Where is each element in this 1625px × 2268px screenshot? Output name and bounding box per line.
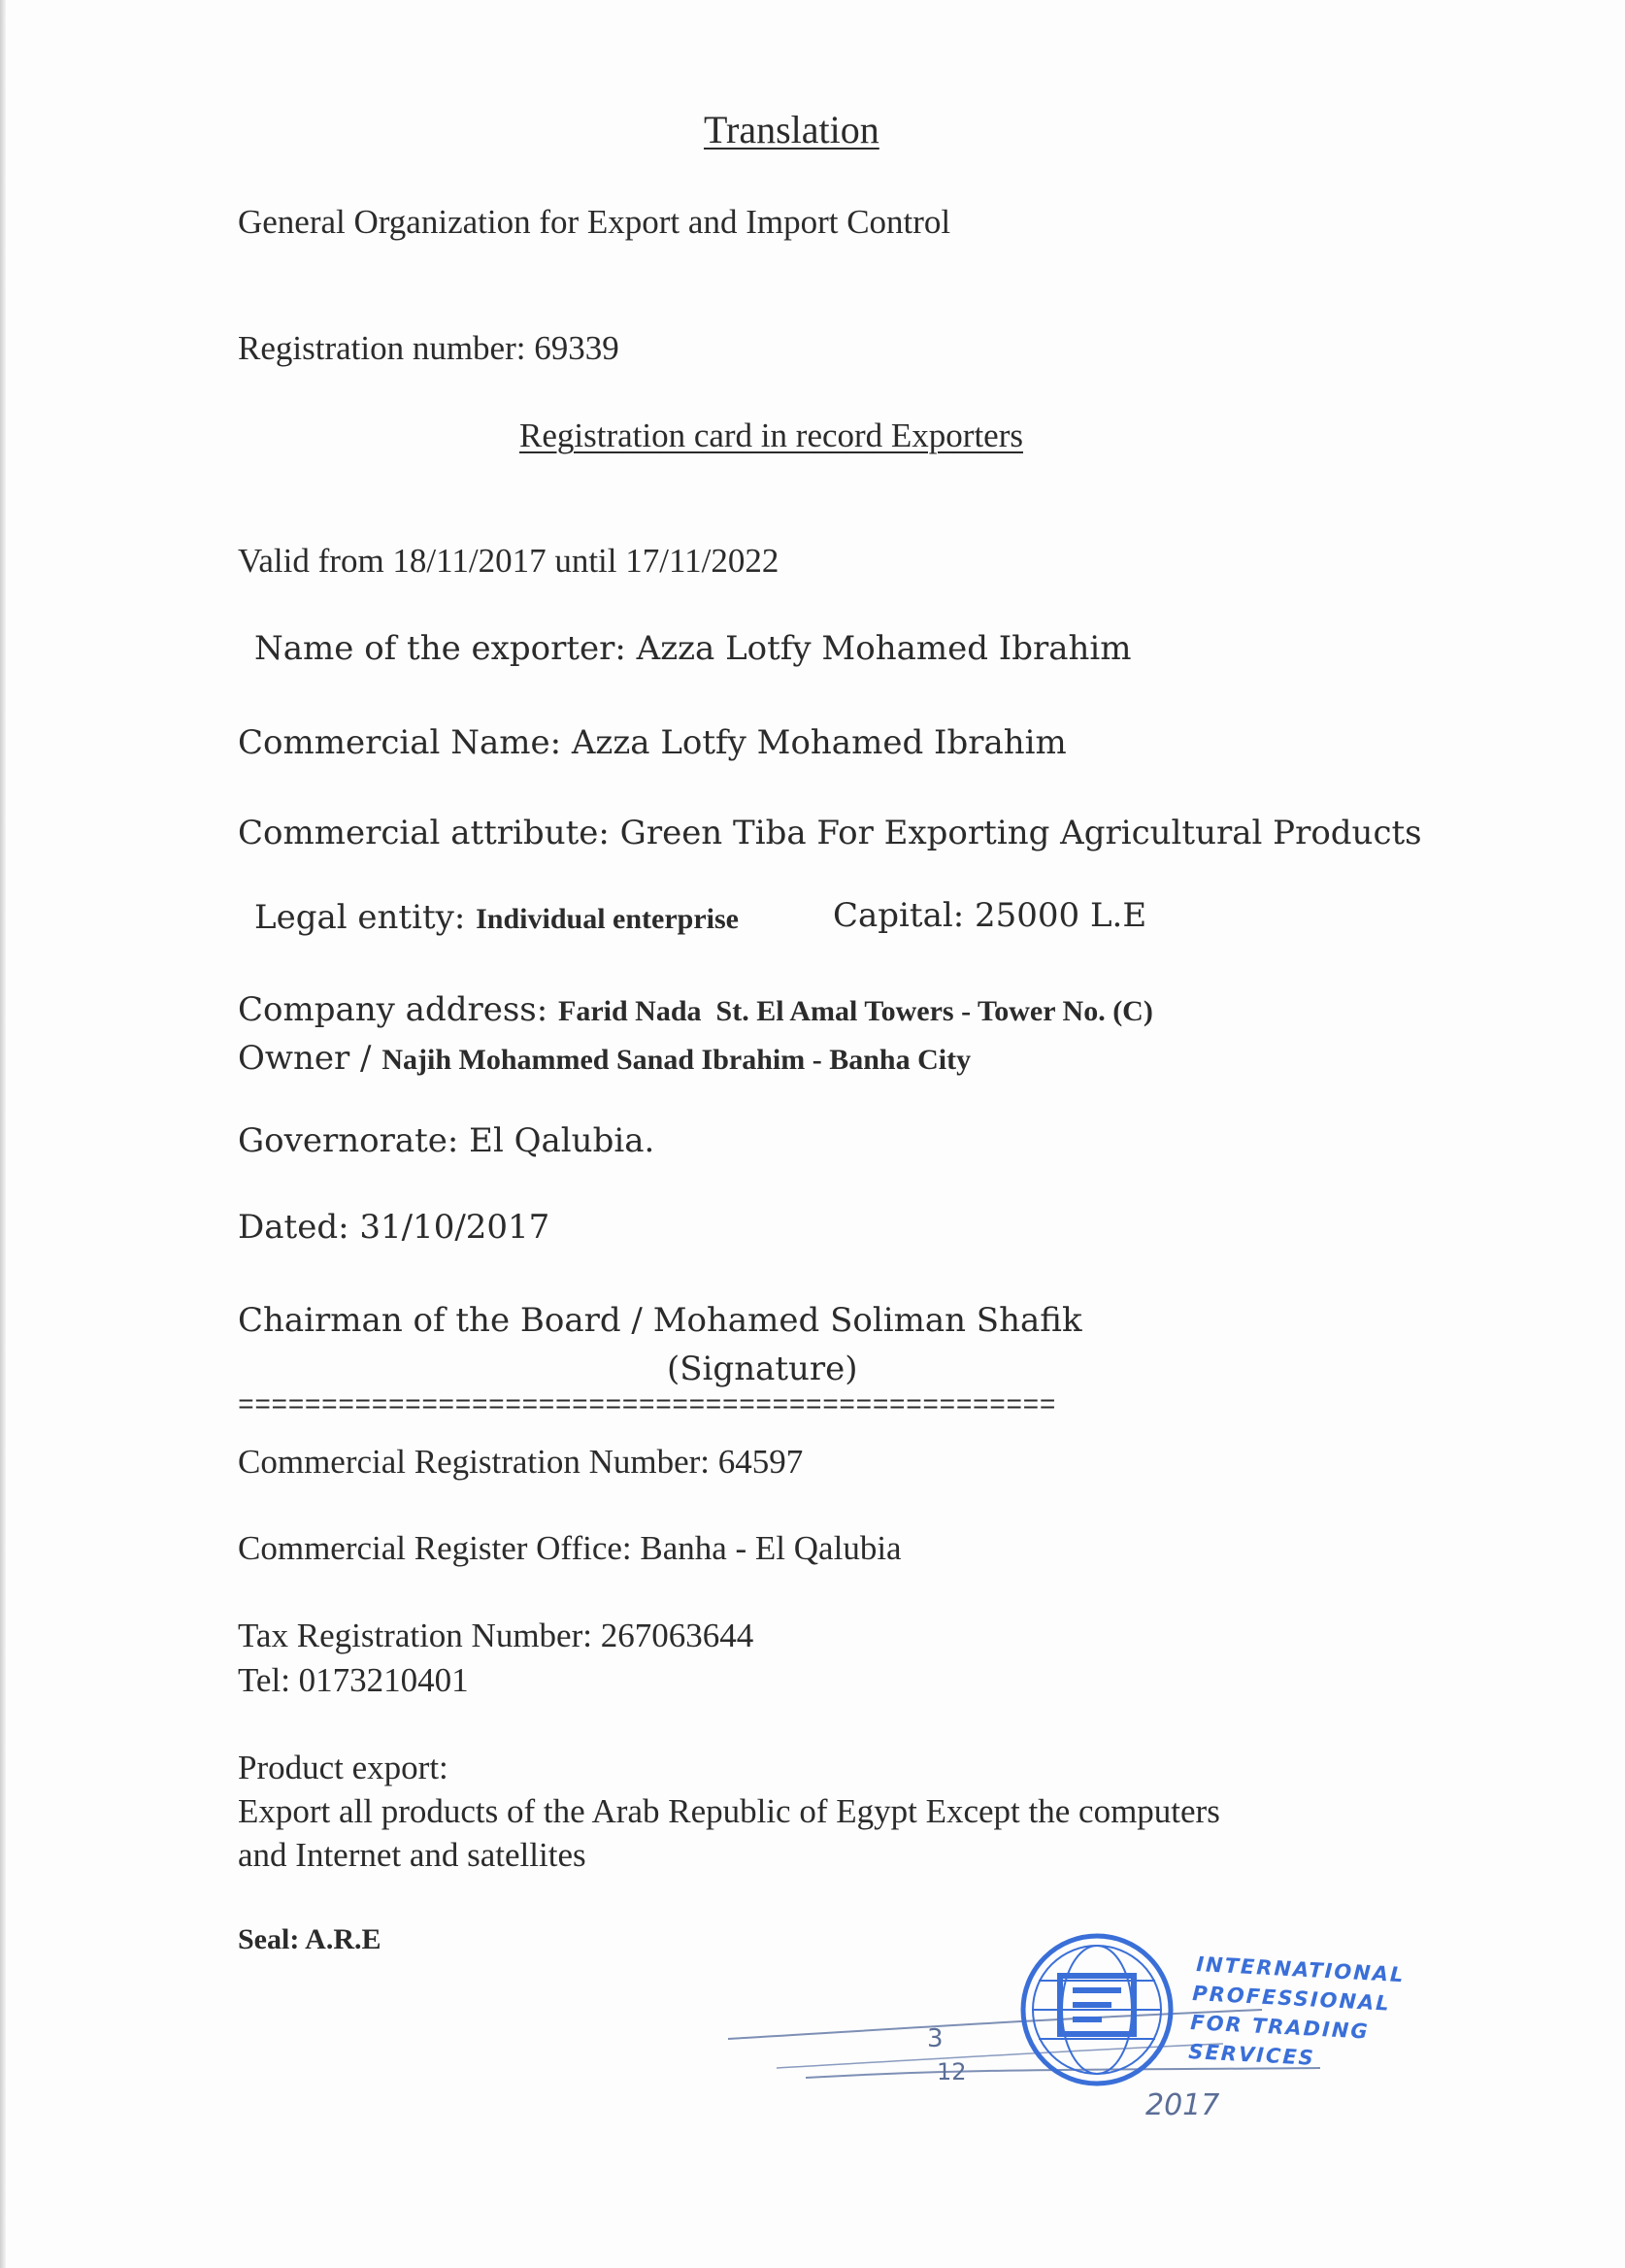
handwritten-day: 3 — [927, 2024, 944, 2053]
separator-line: ================================================= — [238, 1391, 1056, 1421]
stamp-line-2: PROFESSIONAL — [1191, 1982, 1392, 2016]
commercial-attribute-label: Commercial attribute: — [238, 814, 610, 852]
commercial-attribute: Green Tiba For Exporting Agricultural Products — [619, 814, 1422, 852]
commercial-name-label: Commercial Name: — [238, 723, 562, 762]
company-address-label: Company address: — [238, 990, 548, 1029]
product-export-line-2: and Internet and satellites — [238, 1836, 586, 1874]
signature-stroke — [728, 2010, 1262, 2039]
tax-registration-number: Tax Registration Number: 267063644 — [238, 1617, 754, 1654]
legal-entity-label: Legal entity: — [254, 898, 466, 937]
exporter-label: Name of the exporter: — [254, 629, 626, 668]
commercial-name: Azza Lotfy Mohamed Ibrahim — [571, 723, 1067, 762]
handwritten-year: 2017 — [1145, 2088, 1220, 2122]
valid-period: Valid from 18/11/2017 until 17/11/2022 — [238, 542, 779, 580]
commercial-registration-number: Commercial Registration Number: 64597 — [238, 1443, 804, 1481]
stamp-line-1: INTERNATIONAL — [1195, 1952, 1406, 1987]
company-address-line — [238, 990, 1153, 1030]
stamp-graphic — [718, 1922, 1456, 2136]
exporter-name-line — [254, 629, 1132, 669]
owner-value: Najih Mohammed Sanad Ibrahim - Banha City — [381, 1044, 972, 1076]
card-title: Registration card in record Exporters — [519, 417, 1023, 454]
commercial-register-office: Commercial Register Office: Banha - El Qalubia — [238, 1529, 902, 1567]
commercial-attribute-line — [238, 814, 1422, 853]
company-stamp — [718, 1922, 1456, 2136]
stamp-line-4: SERVICES — [1187, 2040, 1316, 2070]
owner-line — [238, 1039, 971, 1079]
stamp-emblem — [1023, 1936, 1171, 2084]
product-export-line-1: Export all products of the Arab Republic of Egypt Except the computers — [238, 1792, 1220, 1830]
registration-number: Registration number: 69339 — [238, 329, 619, 367]
document-title: Translation — [704, 108, 879, 151]
chairman: Chairman of the Board / Mohamed Soliman Shafik — [238, 1301, 1082, 1340]
governorate: Governorate: El Qalubia. — [238, 1121, 655, 1160]
signature-note: (Signature) — [667, 1350, 858, 1388]
commercial-name-line — [238, 723, 1067, 763]
exporter-name: Azza Lotfy Mohamed Ibrahim — [636, 629, 1132, 668]
capital: Capital: 25000 L.E — [833, 896, 1147, 935]
company-address: Farid Nada St. El Amal Towers - Tower No. (C) — [558, 995, 1153, 1027]
organization-name: General Organization for Export and Import Control — [238, 203, 951, 241]
handwritten-month: 12 — [937, 2058, 967, 2085]
seal-label: Seal: A.R.E — [238, 1923, 381, 1955]
page-edge — [0, 0, 6, 2268]
legal-entity-line — [254, 898, 739, 938]
legal-entity: Individual enterprise — [476, 903, 739, 935]
product-export-label: Product export: — [238, 1749, 448, 1786]
stamp-line-3: FOR TRADING — [1189, 2011, 1371, 2044]
owner-label: Owner / — [238, 1039, 372, 1078]
dated: Dated: 31/10/2017 — [238, 1208, 550, 1247]
telephone: Tel: 0173210401 — [238, 1661, 469, 1699]
